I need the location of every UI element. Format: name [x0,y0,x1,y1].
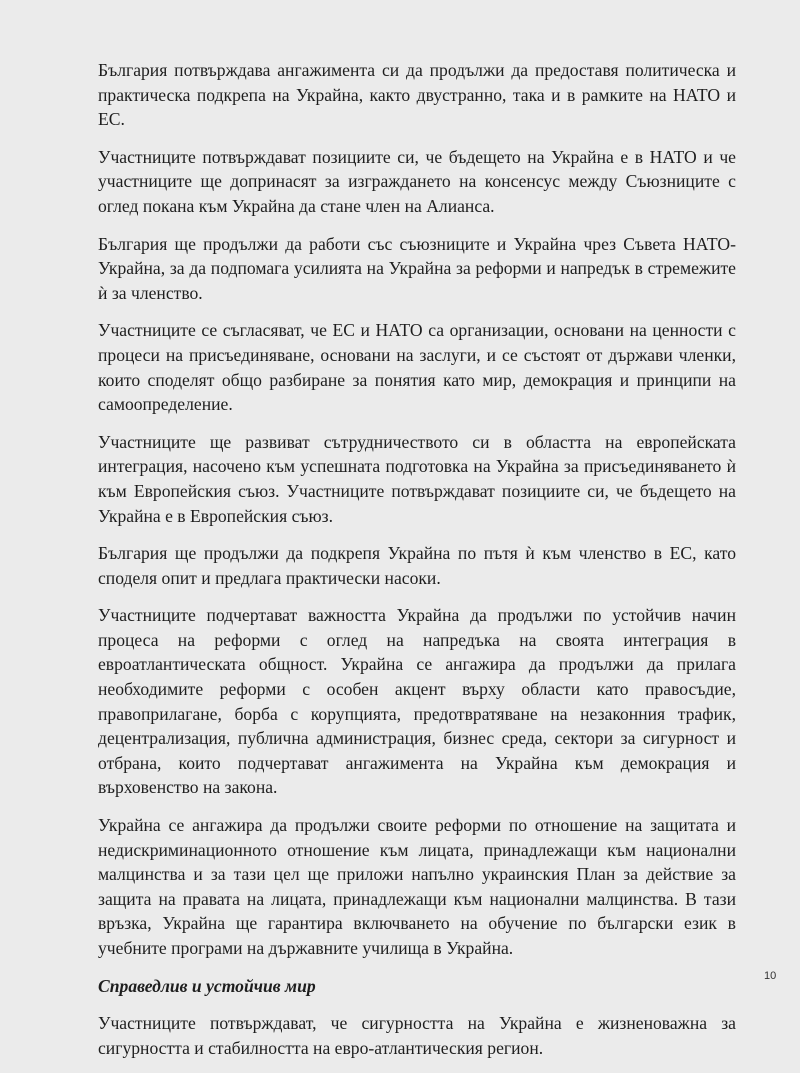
paragraph-reforms: Участниците подчертават важността Украйна да продължи по устойчив начин процеса на реформи с оглед на напредъка на своята интеграция в евроатлантическата общност. Украйна се ангажира да продължи да прилага необходимите реформи с особен акцент върху области като правосъдие, правоприлагане, борба с корупцията, предотвратяване на незаконния трафик, децентрализация, публична администрация, бизнес среда, сектори за сигурност и отбрана, които подчертават ангажимента на Украйна към демокрация и върховенство на закона. [98,605,736,798]
paragraph-nato-future: Участниците потвърждават позициите си, че бъдещето на Украйна е в НАТО и че участниците ще допринасят за изграждането на консенсус между Съюзниците с оглед покана към Украйна да стане член на Алианса. [98,146,736,216]
paragraph-security: Участниците потвърждават, че сигурността на Украйна е жизненоважна за сигурността и стабилността на евро-атлантическия регион. [98,1013,736,1058]
paragraph-eu-nato-values: Участниците се съгласяват, че ЕС и НАТО са организации, основани на ценности с процеси на присъединяване, основани на заслуги, и се състоят от държави членки, които споделят общо разбиране за понятия като мир, демокрация и принципи на самоопределение. [98,320,736,415]
paragraph-nato-ukraine-council: България ще продължи да работи със съюзниците и Украйна чрез Съвета НАТО-Украйна, за да подпомага усилията на Украйна за реформи и напредък в стремежите ѝ за членство. [98,233,736,303]
page-number: 10 [764,970,777,982]
paragraph-national-minorities: Украйна се ангажира да продължи своите реформи по отношение на защитата и недискриминационното отношение към лицата, принадлежащи към национални малцинства и за тази цел ще приложи напълно украинския План за действие за защита на правата на лицата, принадлежащи към национални малцинства. В тази връзка, Украйна ще гарантира включването на обучение по български език в учебните програми на държавните училища в Украйна. [98,815,736,958]
section-heading: Справедлив и устойчив мир [98,975,316,996]
paragraph-european-integration: Участниците ще развиват сътрудничеството си в областта на европейската интеграция, насочено към успешната подготовка на Украйна за присъединяването ѝ към Европейския съюз. Участниците потвърждават позициите си, че бъдещето на Украйна е в Европейския съюз. [98,431,736,526]
paragraph-bulgaria-support: България потвърждава ангажимента си да продължи да предоставя политическа и практическа подкрепа на Украйна, както двустранно, така и в рамките на НАТО и ЕС. [98,60,736,130]
paragraph-eu-membership-support: България ще продължи да подкрепя Украйна по пътя ѝ към членство в ЕС, като споделя опит и предлага практически насоки. [98,543,736,588]
document-page [98,58,736,1073]
